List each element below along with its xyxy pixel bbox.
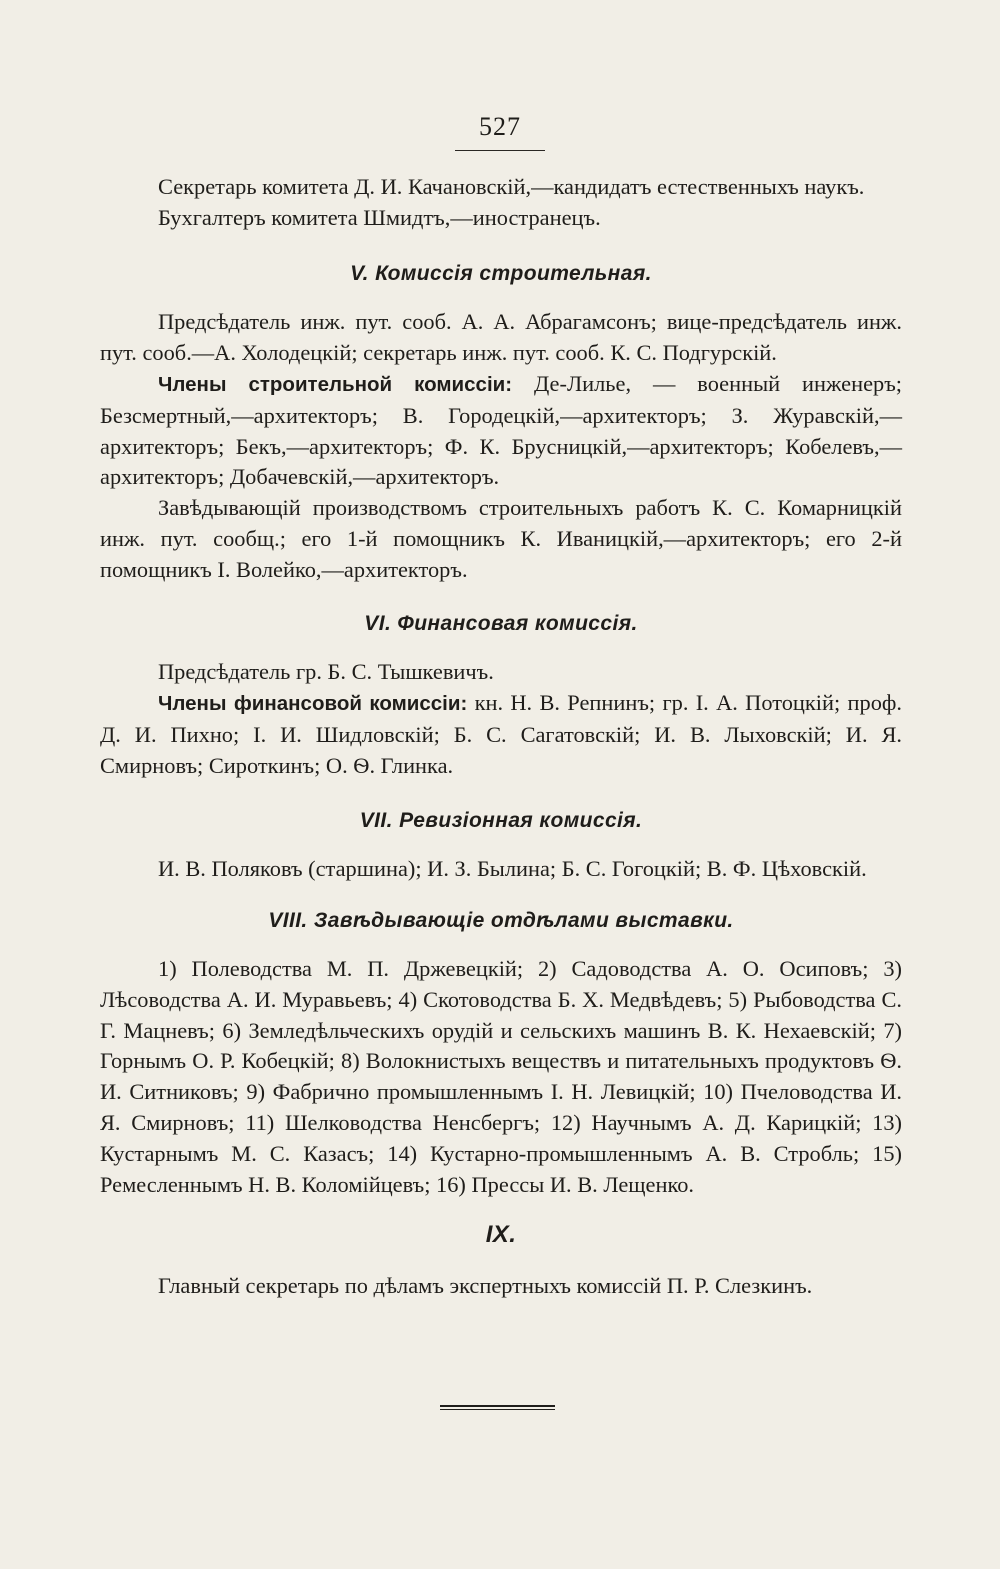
section-9-heading: IX. bbox=[485, 1221, 517, 1249]
end-rule-thin bbox=[440, 1409, 555, 1410]
section-6-chair: Предсѣдатель гр. Б. С. Тышкевичъ. bbox=[158, 659, 494, 685]
header-rule bbox=[455, 150, 545, 151]
page-body bbox=[100, 172, 902, 1302]
page-number: 527 bbox=[479, 112, 521, 141]
section-5-members-lead: Члены строительной комиссіи: bbox=[158, 372, 513, 396]
accountant-line: Бухгалтеръ комитета Шмидтъ,—иностранецъ. bbox=[158, 204, 601, 230]
section-5-manager: Завѣдывающій производствомъ строительныхъ работъ К. С. Комарницкій инж. пут. сообщ.; его 1-й помощникъ К. Иваницкій,—архитекторъ; его 2-й помощникъ І. Волейко,—архитекторъ. bbox=[100, 495, 902, 582]
section-6-members-text: кн. Н. В. Репнинъ; гр. І. А. Потоцкій; проф. Д. И. Пихно; І. И. Шидловскій; Б. С. Сагатовскій; И. В. Лыховскій; И. Я. Смирновъ; Сироткинъ; О. Ѳ. Глинка. bbox=[100, 690, 903, 778]
section-7-heading: VII. Ревизіонная комиссія. bbox=[359, 808, 643, 832]
section-6-members-lead: Члены финансовой комиссіи: bbox=[158, 692, 468, 716]
section-6-members bbox=[100, 688, 902, 781]
section-5-members-text: Де-Лилье, — военный инженеръ; Безсмертный,—архитекторъ; В. Городецкій,—архитекторъ; З. Журавскій,—архитекторъ; Бекъ,—архитекторъ; Ф. К. Брусницкій,—архитекторъ; Кобелевъ,—архитекторъ; Добачевскій,—архитекторъ. bbox=[100, 370, 903, 490]
section-7-text: И. В. Поляковъ (старшина); И. З. Былина; Б. С. Гогоцкій; В. Ф. Цѣховскій. bbox=[158, 856, 867, 882]
section-6-heading: VI. Финансовая комиссія. bbox=[364, 611, 638, 635]
section-8-text: 1) Полеводства М. П. Држевецкій; 2) Садоводства А. О. Осиповъ; 3) Лѣсоводства А. И. Муравьевъ; 4) Скотоводства Б. Х. Медвѣдевъ; 5) Рыбоводства С. Г. Мацневъ; 6) Земледѣльческихъ орудій и сельскихъ машинъ В. К. Нехаевскій; 7) Горнымъ О. Р. Кобецкій; 8) Волокнистыхъ веществъ и питательныхъ продуктовъ Ѳ. И. Ситниковъ; 9) Фабрично промышленнымъ І. Н. Левицкій; 10) Пчеловодства И. Я. Смирновъ; 11) Шелководства Ненсбергъ; 12) Научнымъ А. Д. Карицкій; 13) Кустарнымъ М. С. Казасъ; 14) Кустарно-промышленнымъ А. В. Стробль; 15) Ремесленнымъ Н. В. Коломійцевъ; 16) Прессы И. В. Лещенко. bbox=[100, 955, 902, 1197]
end-rule bbox=[440, 1405, 555, 1407]
section-5-members bbox=[100, 369, 902, 493]
section-5-heading: V. Комиссія строительная. bbox=[350, 261, 652, 285]
section-8-heading: VIII. Завѣдывающіе отдѣлами выставки. bbox=[268, 909, 734, 933]
section-9-text: Главный секретарь по дѣламъ экспертныхъ комиссій П. Р. Слезкинъ. bbox=[158, 1273, 813, 1299]
section-5-chair: Предсѣдатель инж. пут. сооб. А. А. Абрагамсонъ; вице-предсѣдатель инж. пут. сооб.—А. Холодецкій; секретарь инж. пут. сооб. К. С. Подгурскій. bbox=[100, 309, 902, 366]
secretary-line: Секретарь комитета Д. И. Качановскій,—кандидатъ естественныхъ наукъ. bbox=[158, 174, 865, 199]
